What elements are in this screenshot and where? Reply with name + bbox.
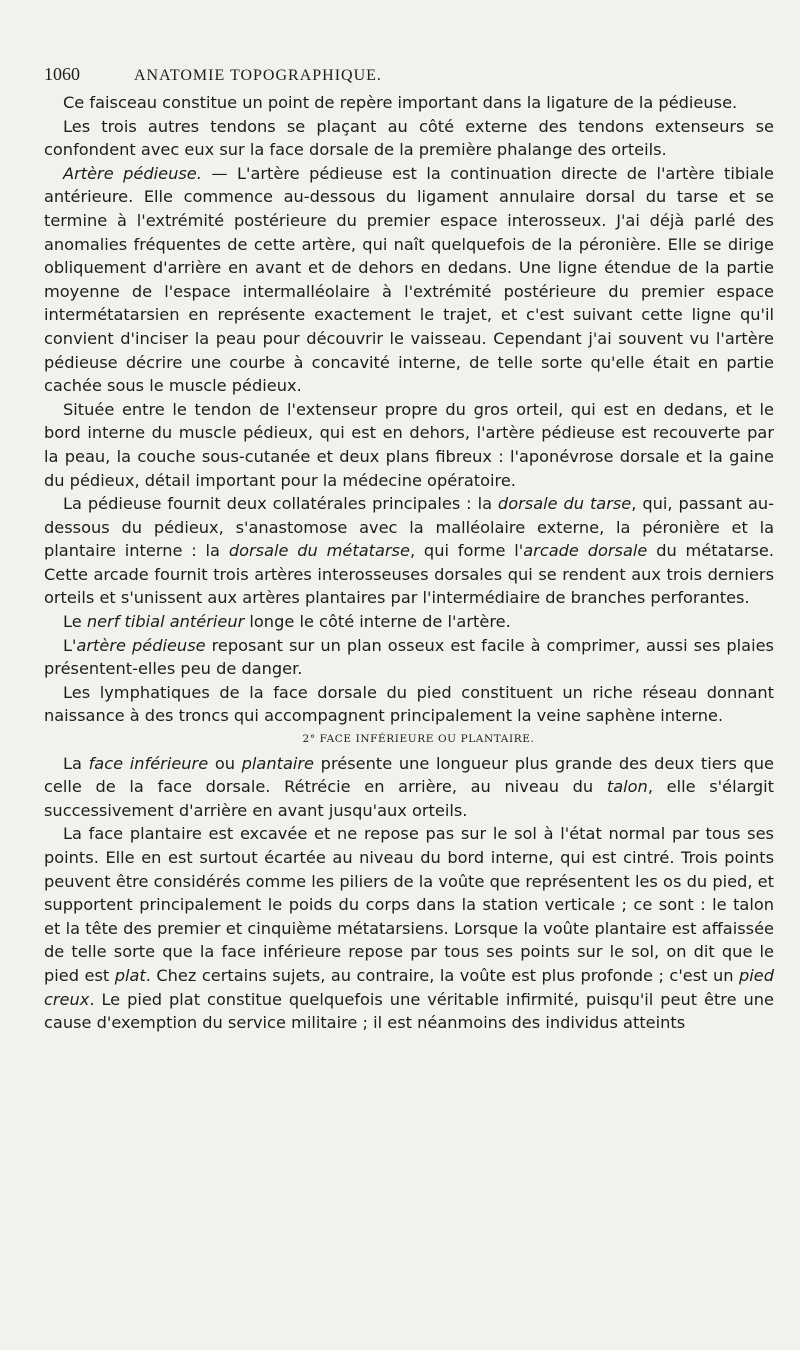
text-run: La [63, 753, 89, 773]
text-run: du métatarse. Cette arcade fournit trois artères interosseuses dorsales qui se rendent aux trois derniers orteils et s'unissent aux artères plantaires par l'intermédiaire de branches perforantes. [44, 541, 775, 608]
paragraph [44, 91, 774, 115]
italic-term: pied creux [44, 965, 774, 1009]
paragraph [44, 681, 774, 728]
page-header [44, 64, 774, 85]
body-text [44, 91, 774, 1035]
text-run: La pédieuse fournit deux collatérales principales : la [63, 494, 498, 514]
text-run: Les lymphatiques de la face dorsale du pied constituent un riche réseau donnant naissance à des troncs qui accompagnent principalement la veine saphène interne. [44, 682, 774, 726]
text-run: Le [63, 612, 87, 632]
text-run: Les trois autres tendons se plaçant au côté externe des tendons extenseurs se confondent avec eux sur la face dorsale de la première phalange des orteils. [44, 116, 774, 160]
italic-term: arcade dorsale [523, 541, 648, 561]
text-run: La face plantaire est excavée et ne repose pas sur le sol à l'état normal par tous ses points. Elle en est surtout écartée au niveau du bord interne, qui est cintré. Trois points peuvent être considérés comme les piliers de la voûte que représentent les os du pied, et supportent principalement le poids du corps dans la station verticale ; ce sont : le talon et la tête des premier et cinquième métatarsiens. Lorsque la voûte plantaire est affaissée de telle sorte que la face inférieure repose par tous ses points sur le sol, on dit que le pied est [44, 824, 774, 985]
text-run: , qui forme l' [409, 541, 524, 561]
italic-term: nerf tibial antérieur [86, 612, 245, 632]
text-run: ou [208, 753, 242, 773]
paragraph [44, 492, 774, 610]
italic-term: dorsale du métatarse [228, 541, 410, 561]
paragraph [44, 634, 774, 681]
text-run: . Chez certains sujets, au contraire, la voûte est plus profonde ; c'est un [145, 965, 739, 985]
italic-term: plantaire [241, 753, 314, 773]
paragraphs-before-heading [44, 91, 774, 728]
italic-term: talon [606, 777, 648, 797]
text-run: L' [63, 635, 77, 655]
italic-term: face inférieure [88, 753, 209, 773]
italic-term: plat [114, 965, 146, 985]
italic-term: dorsale du tarse [497, 494, 632, 514]
paragraph [44, 398, 774, 492]
text-run: , elle s'élargit successivement d'arrière en avant jusqu'aux orteils. [44, 777, 774, 820]
text-run: présente une longueur plus grande des deux tiers que celle de la face dorsale. Rétrécie en arrière, au niveau du [44, 753, 774, 797]
text-run: , qui, passant au-dessous du pédieux, s'anastomose avec la malléolaire externe, la péronière et la plantaire interne : la [44, 494, 774, 561]
text-run: — L'artère pédieuse est la continuation directe de l'artère tibiale antérieure. Elle commence au-dessous du ligament annulaire dorsal du tarse et se termine à l'extrémité postérieure du premier espace interosseux. J'ai déjà parlé des anomalies fréquentes de cette artère, qui naît quelquefois de la péronière. Elle se dirige obliquement d'arrière en avant et de dehors en dedans. Une ligne étendue de la partie moyenne de l'espace intermalléolaire à l'extrémité postérieure du premier espace intermétatarsien en représente exactement le trajet, et c'est suivant cette ligne qu'il convient d'inciser la peau pour découvrir le vaisseau. Cependant j'ai souvent vu l'artère pédieuse décrire une courbe à concavité interne, de telle sorte qu'elle était en partie cachée sous le muscle pédieux. [44, 163, 775, 396]
running-head: ANATOMIE TOPOGRAPHIQUE. [134, 67, 382, 84]
text-run: Ce faisceau constitue un point de repère important dans la ligature de la pédieuse. [63, 93, 738, 112]
paragraph [44, 822, 774, 1034]
text-run: reposant sur un plan osseux est facile à comprimer, aussi ses plaies présentent-elles peu de danger. [44, 635, 774, 679]
paragraph [44, 752, 774, 823]
paragraphs-after-heading [44, 752, 774, 1035]
paragraph [44, 162, 774, 398]
page-number: 1060 [44, 64, 80, 84]
text-run: . Le pied plat constitue quelquefois une véritable infirmité, puisqu'il peut être une cause d'exemption du service militaire ; il est néanmoins des individus atteints [44, 989, 774, 1033]
italic-term: Artère pédieuse. [63, 163, 202, 183]
text-run: Située entre le tendon de l'extenseur propre du gros orteil, qui est en dedans, et le bord interne du muscle pédieux, qui est en dehors, l'artère pédieuse est recouverte par la peau, la couche sous-cutanée et deux plans fibreux : l'aponévrose dorsale et la gaine du pédieux, détail important pour la médecine opératoire. [44, 399, 774, 490]
section-heading: 2° FACE INFÉRIEURE OU PLANTAIRE. [302, 733, 535, 746]
paragraph [44, 610, 774, 634]
italic-term: artère pédieuse [76, 635, 206, 655]
text-run: longe le côté interne de l'artère. [244, 612, 511, 632]
paragraph [44, 115, 774, 162]
